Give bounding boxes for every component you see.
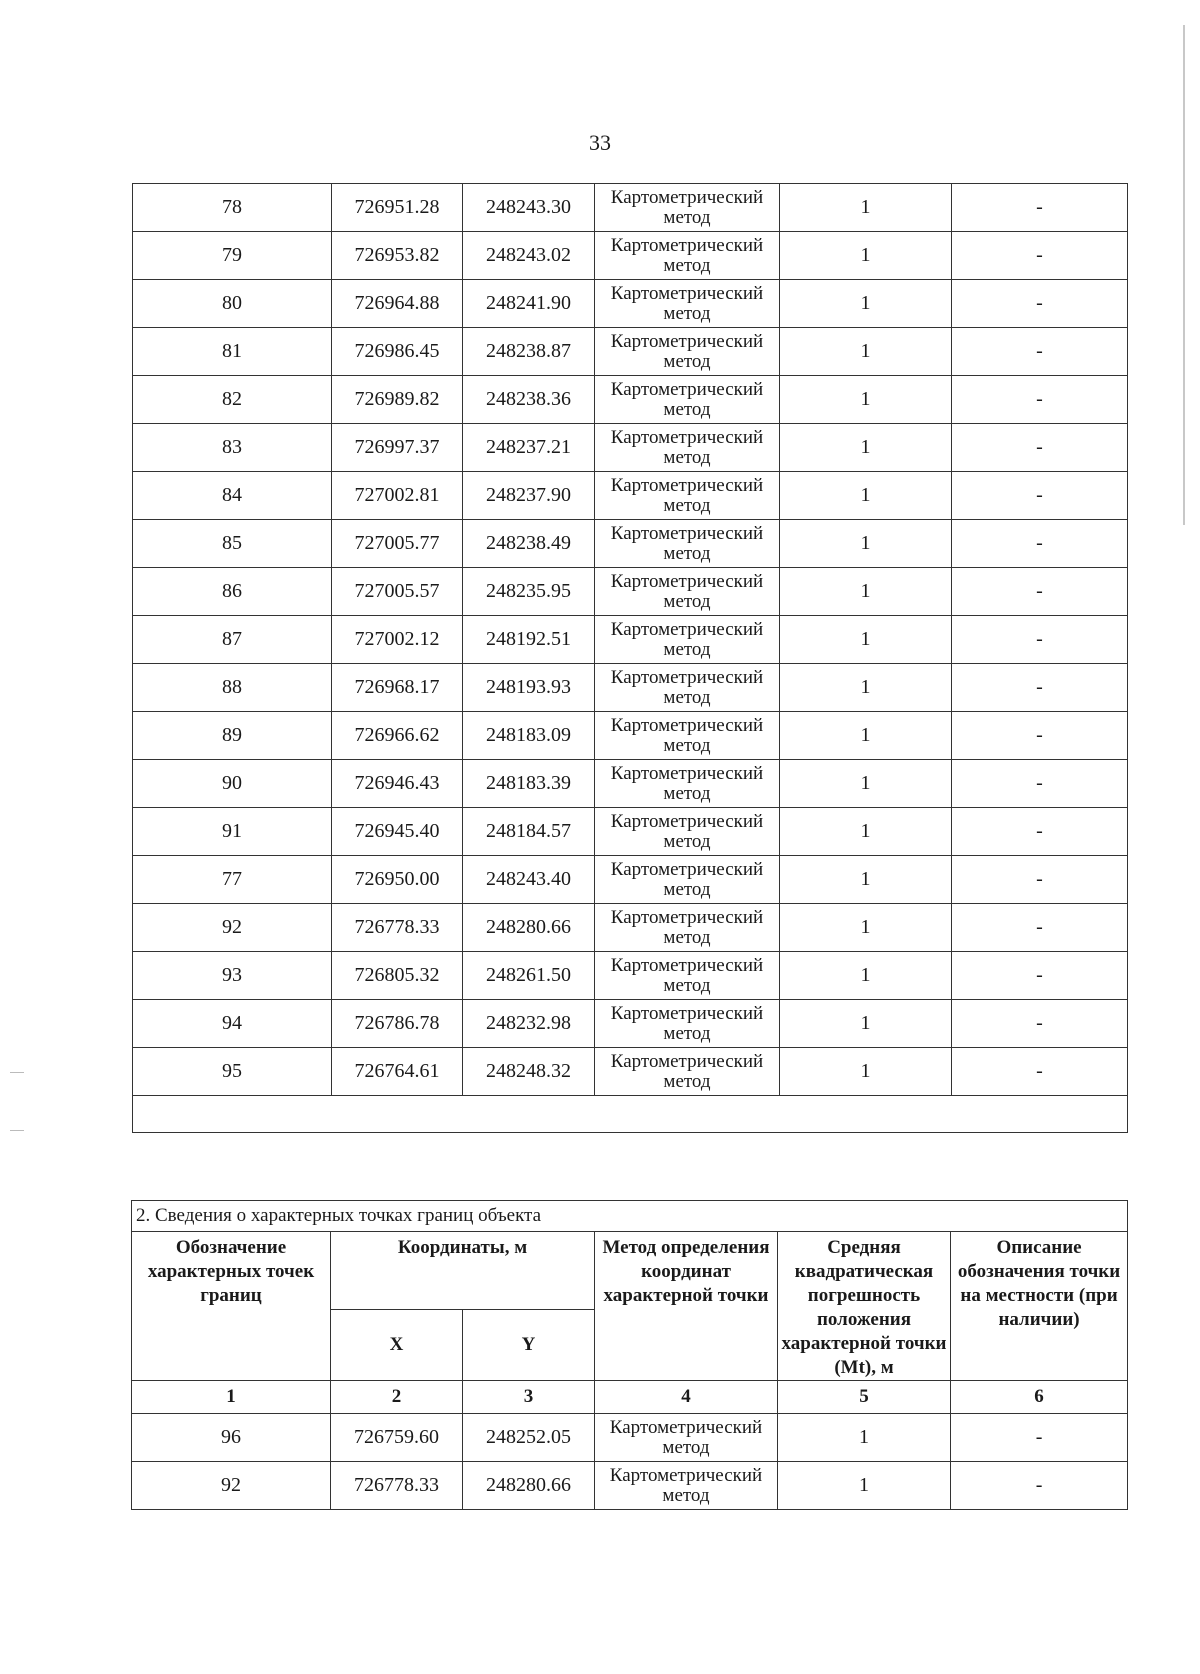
point-cell: 78 <box>133 184 332 232</box>
error-cell: 1 <box>780 952 952 1000</box>
error-cell: 1 <box>780 1000 952 1048</box>
table-row <box>133 856 1128 904</box>
y-coordinate-cell: 248280.66 <box>463 1462 595 1510</box>
method-cell: Картометрический метод <box>595 616 780 664</box>
description-cell: - <box>952 1048 1128 1096</box>
y-coordinate-cell: 248261.50 <box>463 952 595 1000</box>
margin-tick <box>10 1072 24 1073</box>
header-y: Y <box>463 1310 595 1381</box>
description-cell: - <box>952 424 1128 472</box>
error-cell: 1 <box>778 1414 951 1462</box>
header-point: Обозначение характерных точек границ <box>132 1232 331 1381</box>
error-cell: 1 <box>780 568 952 616</box>
y-coordinate-cell: 248235.95 <box>463 568 595 616</box>
point-cell: 95 <box>133 1048 332 1096</box>
table-row <box>133 280 1128 328</box>
method-cell: Картометрический метод <box>595 1414 778 1462</box>
x-coordinate-cell: 726946.43 <box>332 760 463 808</box>
point-cell: 90 <box>133 760 332 808</box>
error-cell: 1 <box>780 616 952 664</box>
method-cell: Картометрический метод <box>595 376 780 424</box>
table-row <box>133 712 1128 760</box>
point-cell: 92 <box>132 1462 331 1510</box>
y-coordinate-cell: 248252.05 <box>463 1414 595 1462</box>
header-coordinates: Координаты, м <box>331 1232 595 1310</box>
column-number: 5 <box>778 1381 951 1414</box>
description-cell: - <box>952 520 1128 568</box>
points-table-continued <box>132 183 1128 1133</box>
x-coordinate-cell: 726764.61 <box>332 1048 463 1096</box>
error-cell: 1 <box>780 376 952 424</box>
table-row <box>133 808 1128 856</box>
method-cell: Картометрический метод <box>595 568 780 616</box>
table-row <box>133 232 1128 280</box>
x-coordinate-cell: 726997.37 <box>332 424 463 472</box>
error-cell: 1 <box>780 808 952 856</box>
point-cell: 82 <box>133 376 332 424</box>
table-row <box>133 952 1128 1000</box>
description-cell: - <box>952 1000 1128 1048</box>
y-coordinate-cell: 248241.90 <box>463 280 595 328</box>
error-cell: 1 <box>780 232 952 280</box>
y-coordinate-cell: 248183.09 <box>463 712 595 760</box>
error-cell: 1 <box>778 1462 951 1510</box>
table-row <box>133 1048 1128 1096</box>
column-number: 3 <box>463 1381 595 1414</box>
x-coordinate-cell: 727005.57 <box>332 568 463 616</box>
x-coordinate-cell: 726945.40 <box>332 808 463 856</box>
point-cell: 84 <box>133 472 332 520</box>
margin-tick <box>10 1130 24 1131</box>
column-number: 2 <box>331 1381 463 1414</box>
method-cell: Картометрический метод <box>595 280 780 328</box>
y-coordinate-cell: 248193.93 <box>463 664 595 712</box>
method-cell: Картометрический метод <box>595 424 780 472</box>
x-coordinate-cell: 726786.78 <box>332 1000 463 1048</box>
x-coordinate-cell: 726986.45 <box>332 328 463 376</box>
scan-edge-line <box>1183 25 1185 525</box>
error-cell: 1 <box>780 904 952 952</box>
x-coordinate-cell: 726778.33 <box>332 904 463 952</box>
y-coordinate-cell: 248192.51 <box>463 616 595 664</box>
x-coordinate-cell: 726951.28 <box>332 184 463 232</box>
method-cell: Картометрический метод <box>595 952 780 1000</box>
description-cell: - <box>952 808 1128 856</box>
method-cell: Картометрический метод <box>595 904 780 952</box>
column-number: 6 <box>951 1381 1128 1414</box>
y-coordinate-cell: 248243.02 <box>463 232 595 280</box>
description-cell: - <box>951 1462 1128 1510</box>
y-coordinate-cell: 248238.87 <box>463 328 595 376</box>
error-cell: 1 <box>780 1048 952 1096</box>
point-cell: 88 <box>133 664 332 712</box>
point-cell: 92 <box>133 904 332 952</box>
x-coordinate-cell: 727002.12 <box>332 616 463 664</box>
description-cell: - <box>952 184 1128 232</box>
boundary-points-table-body <box>132 1414 1128 1510</box>
page-number: 33 <box>589 130 611 155</box>
point-cell: 87 <box>133 616 332 664</box>
y-coordinate-cell: 248238.49 <box>463 520 595 568</box>
method-cell: Картометрический метод <box>595 808 780 856</box>
description-cell: - <box>952 712 1128 760</box>
description-cell: - <box>952 760 1128 808</box>
x-coordinate-cell: 726778.33 <box>331 1462 463 1510</box>
x-coordinate-cell: 726964.88 <box>332 280 463 328</box>
description-cell: - <box>952 472 1128 520</box>
header-method: Метод определения координат характерной точки <box>595 1232 778 1381</box>
table-row <box>133 520 1128 568</box>
x-coordinate-cell: 727005.77 <box>332 520 463 568</box>
description-cell: - <box>952 376 1128 424</box>
method-cell: Картометрический метод <box>595 760 780 808</box>
method-cell: Картометрический метод <box>595 1462 778 1510</box>
header-error: Средняя квадратическая погрешность положения характерной точки (Mt), м <box>778 1232 951 1381</box>
x-coordinate-cell: 726950.00 <box>332 856 463 904</box>
empty-cell <box>133 1096 1128 1133</box>
point-cell: 80 <box>133 280 332 328</box>
table-row <box>133 184 1128 232</box>
description-cell: - <box>951 1414 1128 1462</box>
description-cell: - <box>952 328 1128 376</box>
point-cell: 94 <box>133 1000 332 1048</box>
y-coordinate-cell: 248238.36 <box>463 376 595 424</box>
point-cell: 96 <box>132 1414 331 1462</box>
column-number: 4 <box>595 1381 778 1414</box>
x-coordinate-cell: 726953.82 <box>332 232 463 280</box>
empty-row <box>133 1096 1128 1133</box>
point-cell: 93 <box>133 952 332 1000</box>
table-row <box>133 664 1128 712</box>
y-coordinate-cell: 248237.90 <box>463 472 595 520</box>
table-row <box>133 328 1128 376</box>
description-cell: - <box>952 904 1128 952</box>
column-number: 1 <box>132 1381 331 1414</box>
method-cell: Картометрический метод <box>595 472 780 520</box>
description-cell: - <box>952 232 1128 280</box>
table-row <box>133 1000 1128 1048</box>
point-cell: 91 <box>133 808 332 856</box>
table-row <box>133 376 1128 424</box>
point-cell: 79 <box>133 232 332 280</box>
y-coordinate-cell: 248243.40 <box>463 856 595 904</box>
point-cell: 89 <box>133 712 332 760</box>
table-row <box>133 424 1128 472</box>
description-cell: - <box>952 664 1128 712</box>
method-cell: Картометрический метод <box>595 712 780 760</box>
method-cell: Картометрический метод <box>595 856 780 904</box>
method-cell: Картометрический метод <box>595 664 780 712</box>
section-title: 2. Сведения о характерных точках границ объекта <box>132 1201 1128 1232</box>
table-row <box>132 1462 1128 1510</box>
header-x: X <box>331 1310 463 1381</box>
boundary-points-table <box>131 1200 1128 1510</box>
point-cell: 86 <box>133 568 332 616</box>
x-coordinate-cell: 726968.17 <box>332 664 463 712</box>
y-coordinate-cell: 248184.57 <box>463 808 595 856</box>
table-row <box>132 1414 1128 1462</box>
y-coordinate-cell: 248248.32 <box>463 1048 595 1096</box>
error-cell: 1 <box>780 712 952 760</box>
x-coordinate-cell: 727002.81 <box>332 472 463 520</box>
table-row <box>133 616 1128 664</box>
description-cell: - <box>952 856 1128 904</box>
method-cell: Картометрический метод <box>595 1000 780 1048</box>
error-cell: 1 <box>780 856 952 904</box>
y-coordinate-cell: 248183.39 <box>463 760 595 808</box>
y-coordinate-cell: 248280.66 <box>463 904 595 952</box>
header-description: Описание обозначения точки на местности (при наличии) <box>951 1232 1128 1381</box>
error-cell: 1 <box>780 760 952 808</box>
method-cell: Картометрический метод <box>595 184 780 232</box>
description-cell: - <box>952 568 1128 616</box>
points-table-body <box>133 184 1128 1133</box>
description-cell: - <box>952 952 1128 1000</box>
error-cell: 1 <box>780 280 952 328</box>
x-coordinate-cell: 726805.32 <box>332 952 463 1000</box>
error-cell: 1 <box>780 424 952 472</box>
table-row <box>133 904 1128 952</box>
y-coordinate-cell: 248243.30 <box>463 184 595 232</box>
error-cell: 1 <box>780 520 952 568</box>
x-coordinate-cell: 726989.82 <box>332 376 463 424</box>
error-cell: 1 <box>780 328 952 376</box>
table-row <box>133 760 1128 808</box>
error-cell: 1 <box>780 472 952 520</box>
x-coordinate-cell: 726966.62 <box>332 712 463 760</box>
description-cell: - <box>952 280 1128 328</box>
point-cell: 81 <box>133 328 332 376</box>
method-cell: Картометрический метод <box>595 520 780 568</box>
method-cell: Картометрический метод <box>595 1048 780 1096</box>
point-cell: 85 <box>133 520 332 568</box>
table-row <box>133 472 1128 520</box>
method-cell: Картометрический метод <box>595 232 780 280</box>
y-coordinate-cell: 248237.21 <box>463 424 595 472</box>
y-coordinate-cell: 248232.98 <box>463 1000 595 1048</box>
error-cell: 1 <box>780 664 952 712</box>
error-cell: 1 <box>780 184 952 232</box>
description-cell: - <box>952 616 1128 664</box>
method-cell: Картометрический метод <box>595 328 780 376</box>
point-cell: 83 <box>133 424 332 472</box>
point-cell: 77 <box>133 856 332 904</box>
table-row <box>133 568 1128 616</box>
x-coordinate-cell: 726759.60 <box>331 1414 463 1462</box>
